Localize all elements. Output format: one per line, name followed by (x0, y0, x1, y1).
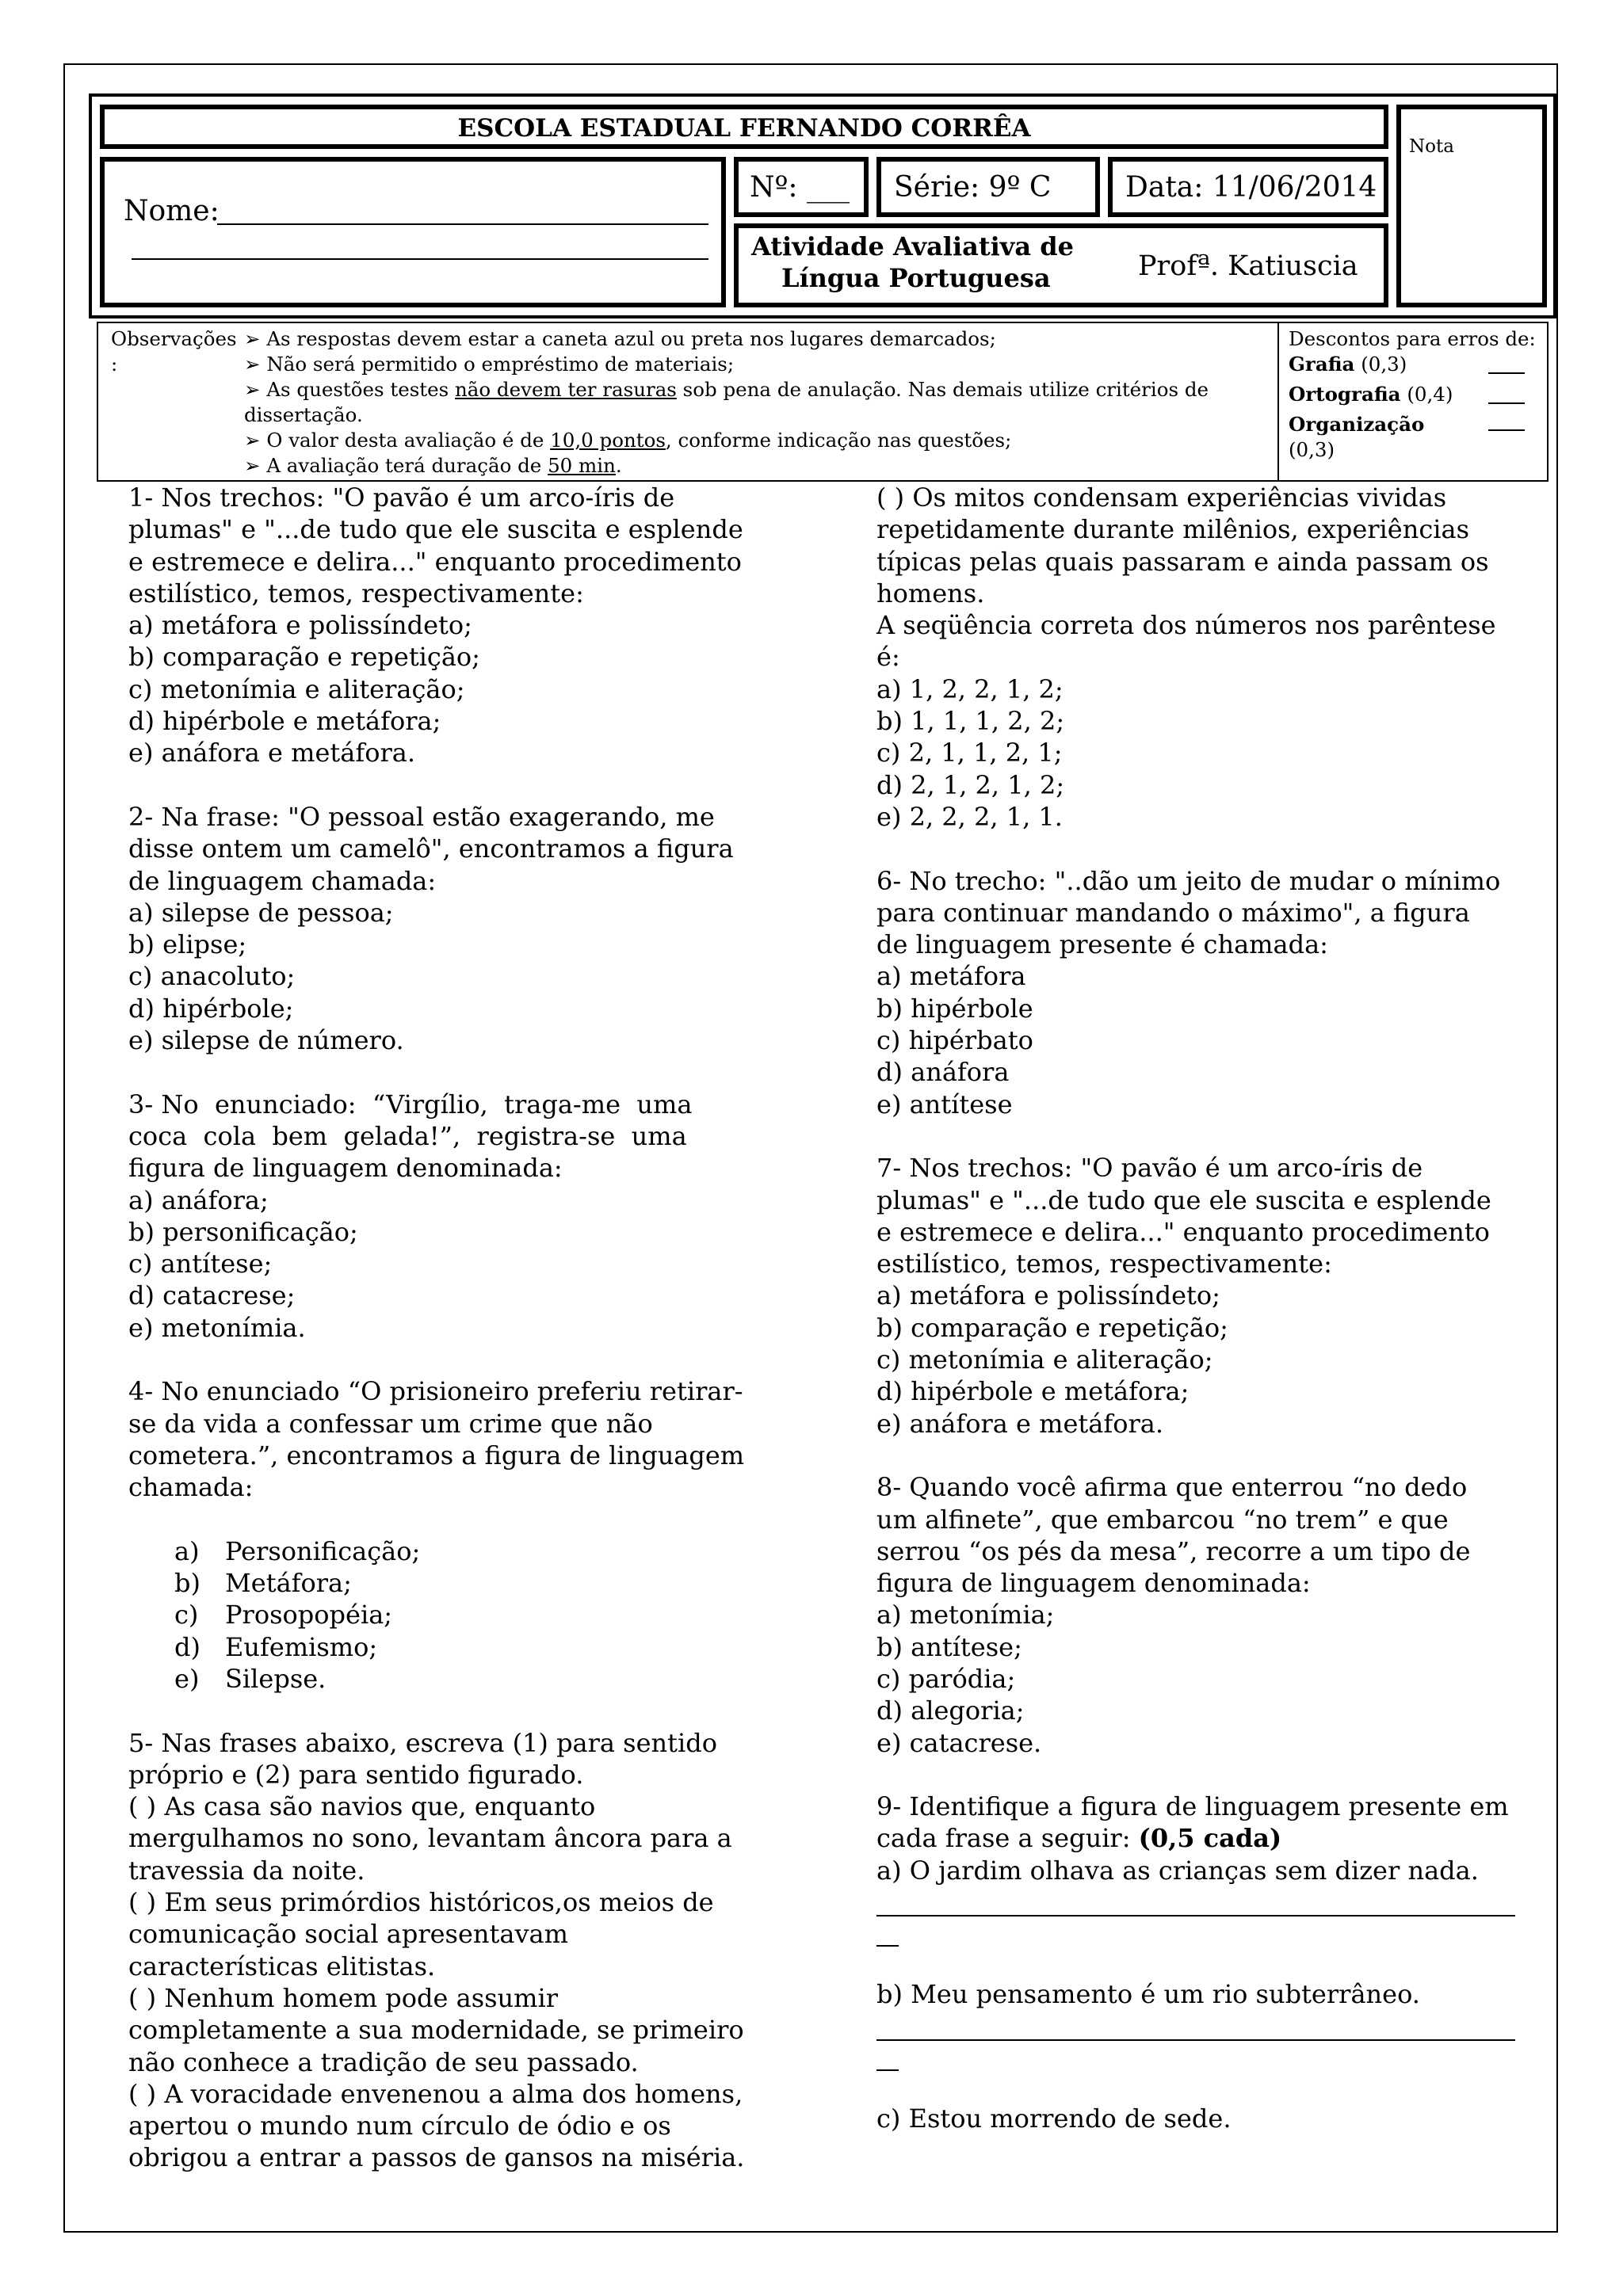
option[interactable]: e) antítese (876, 1089, 1013, 1119)
activity-box (734, 223, 1388, 307)
name-line-2[interactable] (132, 258, 708, 260)
name-line-1[interactable] (217, 223, 708, 225)
question-6: 6- No trecho: "..dão um jeito de mudar o mínimo para continuar mandando o máximo", a figura de linguagem presente é chamada: a) metáfora b) hipérbole c) hipérbato d) anáfora e) antítese (876, 865, 1542, 1120)
discount-organizacao: Organização (0,3) (1289, 412, 1542, 463)
discounts-panel (1289, 326, 1542, 463)
option[interactable]: b) antítese; (876, 1631, 1022, 1662)
series-label: Série: 9º C (894, 171, 1052, 204)
option[interactable]: a) 1, 2, 2, 1, 2; (876, 673, 1064, 704)
option[interactable]: a) metáfora (876, 961, 1026, 992)
number-label: Nº: ___ (750, 171, 850, 204)
option[interactable]: d) hipérbole; (128, 993, 294, 1024)
option[interactable]: a) Personificação; (174, 1535, 421, 1566)
option[interactable]: b) comparação e repetição; (128, 642, 480, 673)
discount-ortografia: Ortografia (0,4) (1289, 382, 1542, 412)
observations-divider (1277, 322, 1279, 482)
school-name-box (100, 105, 1388, 149)
option[interactable]: d) catacrese; (128, 1280, 296, 1311)
number-box (734, 157, 869, 217)
option[interactable]: c) 2, 1, 1, 2, 1; (876, 738, 1063, 769)
option[interactable]: c) hipérbato (876, 1025, 1033, 1056)
date-box (1108, 157, 1388, 217)
observations-label: Observações : (111, 327, 237, 376)
option[interactable]: e) Silepse. (174, 1663, 327, 1694)
option[interactable]: e) 2, 2, 2, 1, 1. (876, 801, 1063, 832)
item-a: a) O jardim olhava as crianças sem dizer nada. (876, 1855, 1479, 1886)
observation-item: ➢ Não será permitido o empréstimo de materiais; (244, 353, 735, 376)
name-box (100, 157, 726, 307)
activity-title-line-2: Língua Portuguesa (781, 263, 1051, 293)
option[interactable]: e) silepse de número. (128, 1025, 404, 1056)
option[interactable]: c) paródia; (876, 1663, 1016, 1694)
option[interactable]: b) comparação e repetição; (876, 1312, 1228, 1343)
question-5: 5- Nas frases abaixo, escreva (1) para sentido próprio e (2) para sentido figurado. ( ) As casa são navios que, enquanto mergulhamos no sono, levantam âncora para a travessia da noite. ( ) Em seus primórdios históricos,os meios de comunicação social apresentavam características elitistas. ( ) Nenhum homem pode assumir completamente a sua modernidade, se primeiro não conhece a tradição de seu passado. ( ) A voracidade envenenou a alma dos homens, apertou o mundo num círculo de ódio e os obrigou a entrar a passos de gansos na miséria. (128, 1727, 745, 2173)
question-4: 4- No enunciado “O prisioneiro preferiu retirar- se da vida a confessar um crime que não cometera.”, encontramos a figura de linguagem chamada: a) Personificação; b) Metáfora; c) Prosopopéia; d) Eufemismo; e) Silepse. (128, 1375, 794, 1695)
option[interactable]: c) metonímia e aliteração; (128, 673, 465, 704)
teacher-name: Profª. Katiuscia (1138, 250, 1358, 282)
observation-item: ➢ As respostas devem estar a caneta azul ou preta nos lugares demarcados; (244, 327, 996, 350)
bullet-icon: ➢ (244, 378, 261, 401)
option[interactable]: d) alegoria; (876, 1695, 1025, 1726)
option[interactable]: a) anáfora; (128, 1184, 269, 1215)
option[interactable]: a) silepse de pessoa; (128, 897, 394, 928)
answer-line-a-cont[interactable] (876, 1917, 899, 1947)
bullet-icon: ➢ (244, 429, 261, 452)
observation-item: ➢ O valor desta avaliação é de 10,0 pontos, conforme indicação nas questões; (244, 429, 1012, 452)
option[interactable]: c) Prosopopéia; (174, 1600, 393, 1630)
option[interactable]: b) personificação; (128, 1216, 358, 1247)
question-7: 7- Nos trechos: "O pavão é um arco-íris de plumas" e "...de tudo que ele suscita e esplende e estremece e delira..." enquanto procedimento estilístico, temos, respectivamente: a) metáfora e polissíndeto; b) comparação e repetição; c) metonímia e aliteração; d) hipérbole e metáfora; e) anáfora e metáfora. (876, 1152, 1542, 1440)
option[interactable]: a) metáfora e polissíndeto; (876, 1280, 1220, 1311)
answer-line-b-cont[interactable] (876, 2041, 899, 2071)
discount-blank[interactable] (1488, 402, 1525, 404)
option[interactable]: c) antítese; (128, 1249, 273, 1280)
question-2: 2- Na frase: "O pessoal estão exagerando, me disse ontem um camelô", encontramos a figura de linguagem chamada: a) silepse de pessoa; b) elipse; c) anacoluto; d) hipérbole; e) silepse de número. (128, 801, 794, 1056)
option[interactable]: e) anáfora e metáfora. (128, 738, 415, 769)
item-c: c) Estou morrendo de sede. (876, 2103, 1232, 2134)
option[interactable]: b) 1, 1, 1, 2, 2; (876, 706, 1065, 737)
right-column (876, 482, 1542, 2134)
option[interactable]: d) 2, 1, 2, 1, 2; (876, 769, 1065, 800)
observation-item: ➢ As questões testes não devem ter rasuras sob pena de anulação. Nas demais utilize critérios de dissertação. (244, 378, 1209, 426)
option[interactable]: e) catacrese. (876, 1727, 1042, 1758)
discounts-title: Descontos para erros de: (1289, 327, 1536, 350)
answer-line-b[interactable] (876, 2011, 1515, 2041)
option[interactable]: a) metonímia; (876, 1600, 1055, 1630)
name-label: Nome: (124, 195, 220, 227)
school-name: ESCOLA ESTADUAL FERNANDO CORRÊA (457, 114, 1031, 143)
question-5-continued: ( ) Os mitos condensam experiências vividas repetidamente durante milênios, experiências típicas pelas quais passaram e ainda passam os homens. A seqüência correta dos números nos parêntese é: a) 1, 2, 2, 1, 2; b) 1, 1, 1, 2, 2; c) 2, 1, 1, 2, 1; d) 2, 1, 2, 1, 2; e) 2, 2, 2, 1, 1. (876, 482, 1542, 833)
option[interactable]: d) hipérbole e metáfora; (876, 1376, 1190, 1407)
grade-box (1396, 105, 1547, 307)
option[interactable]: b) elipse; (128, 929, 247, 960)
series-box (876, 157, 1100, 217)
discount-blank[interactable] (1488, 372, 1525, 374)
points-badge: (0,5 cada) (1138, 1823, 1282, 1854)
observations-list (244, 326, 1266, 479)
option[interactable]: c) metonímia e aliteração; (876, 1344, 1213, 1375)
option[interactable]: c) anacoluto; (128, 961, 296, 992)
discount-blank[interactable] (1488, 429, 1525, 431)
option[interactable]: e) metonímia. (128, 1312, 306, 1343)
option[interactable]: d) Eufemismo; (174, 1631, 378, 1662)
option[interactable]: e) anáfora e metáfora. (876, 1408, 1163, 1439)
item-b: b) Meu pensamento é um rio subterrâneo. (876, 1979, 1420, 2010)
option[interactable]: b) Metáfora; (174, 1568, 352, 1599)
option[interactable]: a) metáfora e polissíndeto; (128, 610, 472, 641)
discount-grafia: Grafia (0,3) (1289, 352, 1542, 382)
question-8: 8- Quando você afirma que enterrou “no dedo um alfinete”, que embarcou “no trem” e que serrou “os pés da mesa”, recorre a um tipo de figura de linguagem denominada: a) metonímia; b) antítese; c) paródia; d) alegoria; e) catacrese. (876, 1471, 1542, 1759)
bullet-icon: ➢ (244, 454, 261, 477)
option[interactable]: b) hipérbole (876, 993, 1033, 1024)
bullet-icon: ➢ (244, 353, 261, 376)
option[interactable]: d) anáfora (876, 1057, 1010, 1088)
question-9: 9- Identifique a figura de linguagem presente em cada frase a seguir: (0,5 cada) a) O jardim olhava as crianças sem dizer nada. b) Meu pensamento é um rio subterrâneo. c) Estou morrendo de sede. (876, 1791, 1542, 2134)
bullet-icon: ➢ (244, 327, 261, 350)
grade-label: Nota (1409, 136, 1454, 157)
date-label: Data: 11/06/2014 (1125, 171, 1377, 204)
question-1: 1- Nos trechos: "O pavão é um arco-íris de plumas" e "...de tudo que ele suscita e esplende e estremece e delira..." enquanto procedimento estilístico, temos, respectivamente: a) metáfora e polissíndeto; b) comparação e repetição; c) metonímia e aliteração; d) hipérbole e metáfora; e) anáfora e metáfora. (128, 482, 794, 769)
left-column (128, 482, 794, 2174)
observation-item: ➢ A avaliação terá duração de 50 min. (244, 454, 622, 477)
option[interactable]: d) hipérbole e metáfora; (128, 706, 441, 737)
question-3: 3- No enunciado: “Virgílio, traga-me uma coca cola bem gelada!”, registra-se uma figura de linguagem denominada: a) anáfora; b) personificação; c) antítese; d) catacrese; e) metonímia. (128, 1089, 794, 1344)
activity-title-line-1: Atividade Avaliativa de (751, 231, 1074, 261)
answer-line-a[interactable] (876, 1886, 1515, 1917)
